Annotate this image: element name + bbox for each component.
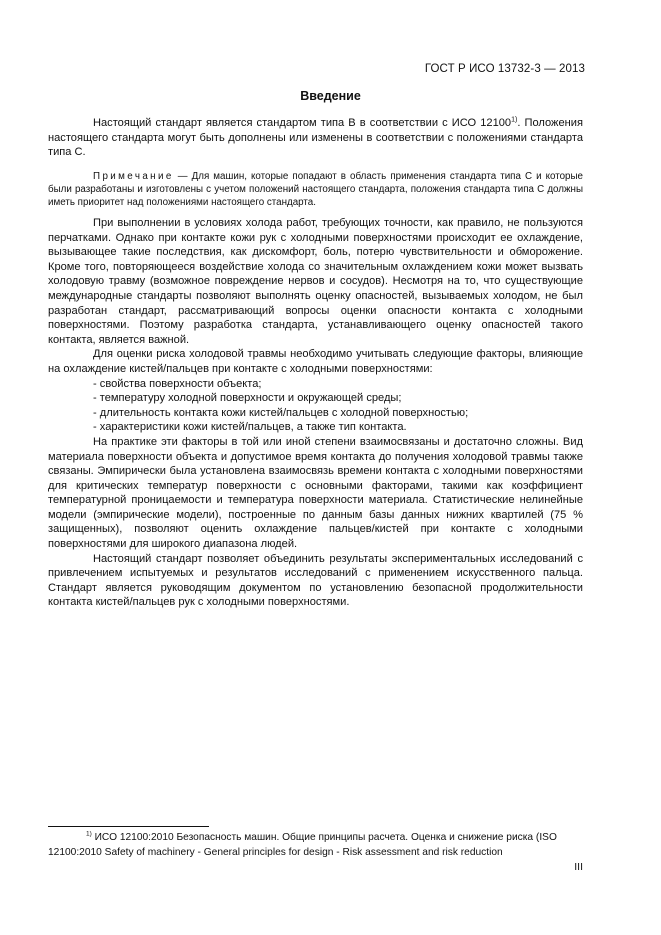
note-paragraph	[48, 170, 583, 209]
paragraph-interrelation: На практике эти факторы в той или иной степени взаимосвязаны и достаточно сложны. Вид материала поверхности объекта и допустимое время контакта до получения холодовой травмы также связаны. Эмпирически была установлена взаимосвязь времени контакта с холодными поверхностями для критических температур поверхности с основными факторами, такими как коэффициент температурной проницаемости и температура поверхности материала. Статистические нелинейные модели (эмпирические модели), построенные по данным базы данных нижних квартилей (75 % защищенных), позволяют оценить охлаждение пальцев/кистей при контакте с холодными поверхностями для широкого диапазона людей.	[48, 435, 583, 551]
paragraph-standard-purpose: Настоящий стандарт позволяет объединить результаты экспериментальных исследований с привлечением испытуемых и результатов исследований с применением искусственного пальца. Стандарт является руководящим документом по установлению безопасной продолжительности контакта кистей/пальцев рук с холодными поверхностями.	[48, 552, 583, 609]
footnote-mark: 1)	[86, 830, 92, 838]
factor-list-item: - длительность контакта кожи кистей/пальцев с холодной поверхностью;	[93, 406, 469, 419]
footnote-divider	[48, 826, 209, 827]
note-label: Примечание	[93, 171, 174, 182]
main-body	[48, 216, 583, 610]
factor-list-item: - температуру холодной поверхности и окружающей среды;	[93, 392, 402, 405]
footnote-reference[interactable]: 1)	[511, 116, 518, 124]
intro-text-after: . Положения настоящего стандарта могут быть дополнены или изменены в соответствии с положениями стандарта типа C.	[48, 117, 583, 159]
footnote	[48, 831, 583, 860]
document-code: ГОСТ Р ИСО 13732-3 — 2013	[424, 63, 585, 75]
footnote-body: ИСО 12100:2010 Безопасность машин. Общие принципы расчета. Оценка и снижение риска (ISO 12100:2010 Safety of machinery - General principles for design - Risk assessment and risk reduction	[48, 832, 557, 858]
note-block	[48, 170, 583, 209]
page-number: III	[574, 861, 583, 873]
factor-list-item: - свойства поверхности объекта;	[93, 377, 262, 390]
paragraph-risk-factors: Для оценки риска холодовой травмы необходимо учитывать следующие факторы, влияющие на охлаждение кистей/пальцев при контакте с холодными поверхностями:	[48, 348, 583, 375]
intro-paragraph	[48, 116, 583, 160]
note-text: — Для машин, которые попадают в область применения стандарта типа C и которые были разработаны и изготовлены с учетом положений настоящего стандарта, положения стандарта типа C должны иметь приоритет над положениями настоящего стандарта.	[48, 171, 583, 209]
paragraph-cold-work: При выполнении в условиях холода работ, требующих точности, как правило, не пользуются перчатками. Однако при контакте кожи рук с холодными поверхностями происходит ее охлаждение, вызывающее такие последствия, как дискомфорт, боль, потерю чувствительности и обморожение. Кроме того, повторяющееся воздействие холода со значительным охлаждением кожи может вызвать холодовую травму (возможное повреждение нервов и сосудов). Несмотря на то, что существующие международные стандарты позволяют выполнять оценку опасностей, вызываемых холодом, не был разработан стандарт, рассматривающий вопросы оценки опасности контакта с холодными поверхностями. Поэтому разработка стандарта, устанавливающего оценку опасностей такого контакта, является важной.	[48, 217, 583, 346]
section-title: Введение	[300, 89, 361, 103]
intro-text-before: Настоящий стандарт является стандартом типа B в соответствии с ИСО 12100	[93, 117, 512, 129]
factor-list-item: - характеристики кожи кистей/пальцев, а также тип контакта.	[93, 421, 407, 434]
footnote-text	[48, 831, 583, 860]
intro-block	[48, 116, 583, 160]
